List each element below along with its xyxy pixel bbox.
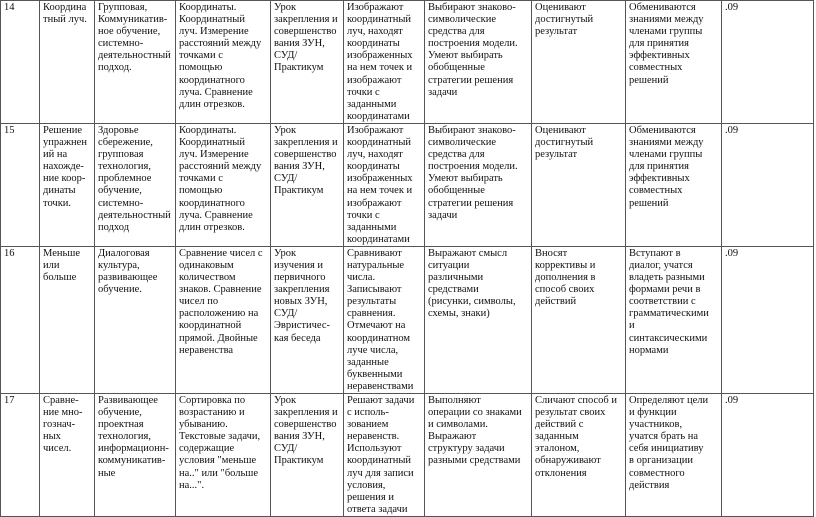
student-activity: Решают задачи с исполь- зованием неравенств. Используют координатный луч для записи условия, решения и ответа задачи: [344, 394, 425, 517]
lesson-type: Урок закрепления и совершенство вания ЗУН, СУД/ Практикум: [271, 1, 344, 124]
table-row: [1, 246, 814, 393]
lesson-technology: Здоровье сбережение, групповая технология, проблемное обучение, системно- деятельностный подход: [95, 123, 176, 246]
lesson-technology: Групповая, Коммуникатив- ное обучение, системно- деятельностный подход.: [95, 1, 176, 124]
lesson-date: .09: [722, 123, 814, 246]
regulatory-skills: Оценивают достигнутый результат: [532, 1, 626, 124]
communicative-skills: Обмениваются знаниями между членами группы для принятия эффективных совместных решений: [626, 1, 722, 124]
lesson-type: Урок закрепления и совершенство вания ЗУН, СУД/ Практикум: [271, 394, 344, 517]
cognitive-skills: Выбирают знаково- символические средства для построения модели. Умеют выбирать обобщенные стратегии решения задачи: [425, 1, 532, 124]
lesson-content: Координаты. Координатный луч. Измерение расстояний между точками с помощью координатного луча. Сравнение длин отрезков.: [176, 123, 271, 246]
table-row: [1, 1, 814, 124]
lesson-content: Координаты. Координатный луч. Измерение расстояний между точками с помощью координатного луча. Сравнение длин отрезков.: [176, 1, 271, 124]
student-activity: Изображают координатный луч, находят координаты изображенных на нем точек и изображают точки с заданными координатами: [344, 123, 425, 246]
cognitive-skills: Выражают смысл ситуации различными средствами (рисунки, символы, схемы, знаки): [425, 246, 532, 393]
lesson-type: Урок изучения и первичного закрепления новых ЗУН, СУД/ Эвристичес- кая беседа: [271, 246, 344, 393]
table-row: [1, 123, 814, 246]
regulatory-skills: Вносят коррективы и дополнения в способ своих действий: [532, 246, 626, 393]
lesson-topic: Решение упражнен ий на нахожде- ние коор- динаты точки.: [40, 123, 95, 246]
cognitive-skills: Выполняют операции со знаками и символами. Выражают структуру задачи разными средствами: [425, 394, 532, 517]
lesson-content: Сортировка по возрастанию и убыванию. Текстовые задачи, содержащие условия "меньше на.." или "больше на...".: [176, 394, 271, 517]
regulatory-skills: Сличают способ и результат своих действий с заданным эталоном, обнаруживают отклонения: [532, 394, 626, 517]
student-activity: Сравнивают натуральные числа. Записывают результаты сравнения. Отмечают на координатном луче числа, заданные буквенными неравенствами: [344, 246, 425, 393]
lesson-technology: Развивающее обучение, проектная технология, информационн- коммуникатив- ные: [95, 394, 176, 517]
lesson-date: .09: [722, 1, 814, 124]
lesson-topic: Координа тный луч.: [40, 1, 95, 124]
lesson-content: Сравнение чисел с одинаковым количеством знаков. Сравнение чисел по расположению на координатной прямой. Двойные неравенства: [176, 246, 271, 393]
communicative-skills: Обмениваются знаниями между членами группы для принятия эффективных совместных решений: [626, 123, 722, 246]
lesson-date: .09: [722, 394, 814, 517]
lesson-type: Урок закрепления и совершенство вания ЗУН, СУД/ Практикум: [271, 123, 344, 246]
table-row: [1, 394, 814, 517]
communicative-skills: Вступают в диалог, учатся владеть разными формами речи в соответствии с грамматическими и синтаксическими нормами: [626, 246, 722, 393]
communicative-skills: Определяют цели и функции участников, учатся брать на себя инициативу в организации совместного действия: [626, 394, 722, 517]
cognitive-skills: Выбирают знаково- символические средства для построения модели. Умеют выбирать обобщенные стратегии решения задачи: [425, 123, 532, 246]
lesson-date: .09: [722, 246, 814, 393]
lesson-technology: Диалоговая культура, развивающее обучение.: [95, 246, 176, 393]
lesson-number: 14: [1, 1, 40, 124]
lesson-number: 16: [1, 246, 40, 393]
regulatory-skills: Оценивают достигнутый результат: [532, 123, 626, 246]
lesson-number: 17: [1, 394, 40, 517]
lesson-number: 15: [1, 123, 40, 246]
student-activity: Изображают координатный луч, находят координаты изображенных на нем точек и изображают точки с заданными координатами: [344, 1, 425, 124]
lesson-topic: Меньше или больше: [40, 246, 95, 393]
lesson-topic: Сравне- ние мно- гознач- ных чисел.: [40, 394, 95, 517]
